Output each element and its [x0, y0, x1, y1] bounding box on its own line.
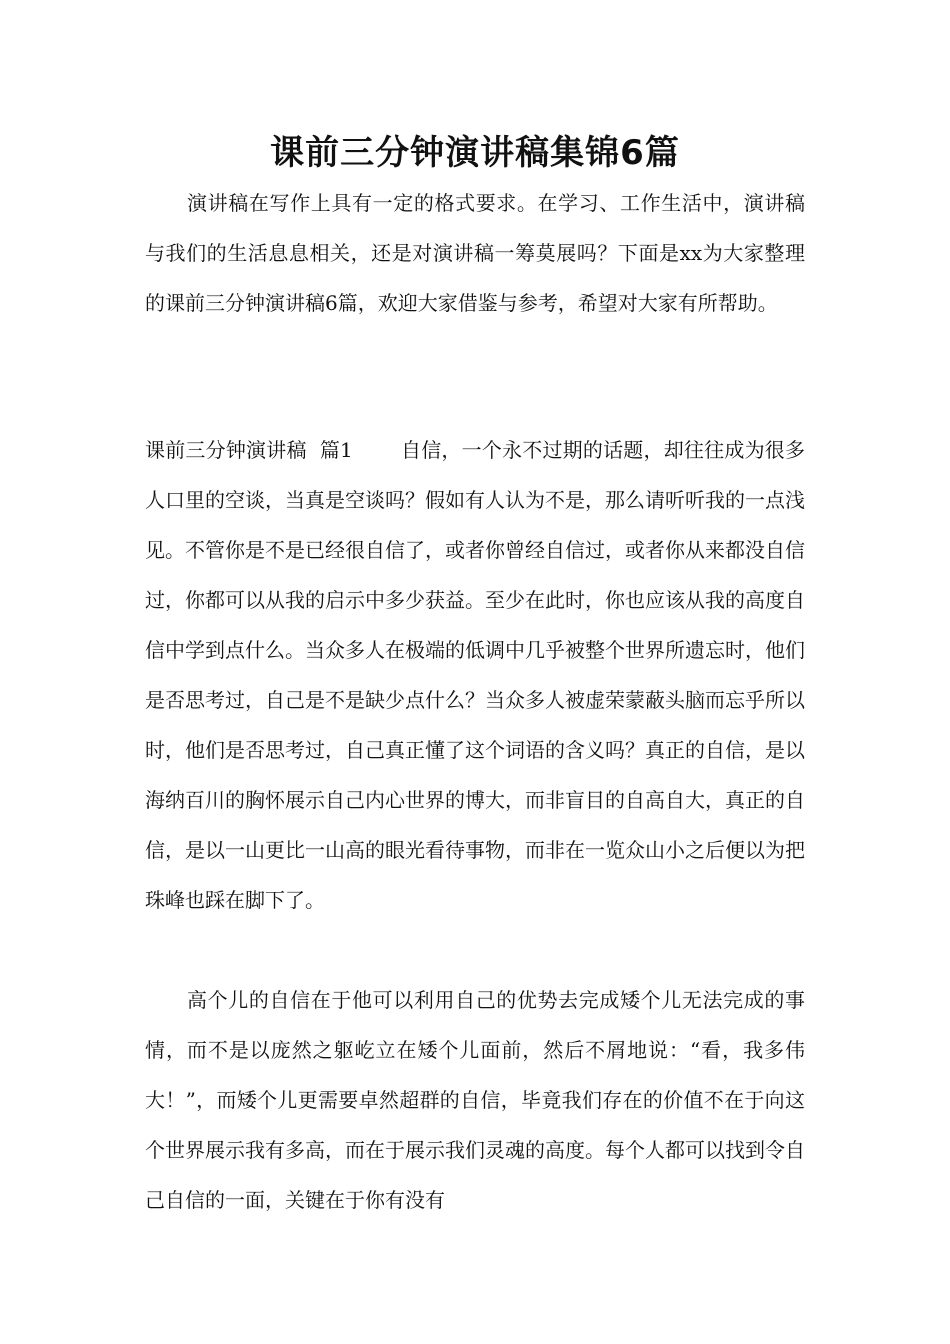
section-1-paragraph [145, 425, 805, 925]
body-paragraph-3: 高个儿的自信在于他可以利用自己的优势去完成矮个儿无法完成的事情，而不是以庞然之躯屹立在矮个儿面前，然后不屑地说：“看，我多伟大！”，而矮个儿更需要卓然超群的自信，毕竟我们存在的价值不在于向这个世界展示我有多高，而在于展示我们灵魂的高度。每个人都可以找到令自己自信的一面，关键在于你有没有 [145, 988, 805, 1212]
section-1-heading: 课前三分钟演讲稿 篇1 [145, 438, 353, 462]
intro-paragraph: 演讲稿在写作上具有一定的格式要求。在学习、工作生活中，演讲稿与我们的生活息息相关，还是对演讲稿一筹莫展吗？下面是xx为大家整理的课前三分钟演讲稿6篇，欢迎大家借鉴与参考，希望对大家有所帮助。 [145, 191, 805, 315]
page-title: 课前三分钟演讲稿集锦6篇 [270, 133, 680, 173]
section-1-text: 自信，一个永不过期的话题，却往往成为很多人口里的空谈，当真是空谈吗？假如有人认为不是，那么请听听我的一点浅见。不管你是不是已经很自信了，或者你曾经自信过，或者你从来都没自信过，你都可以从我的启示中多少获益。至少在此时，你也应该从我的高度自信中学到点什么。当众多人在极端的低调中几乎被整个世界所遗忘时，他们是否思考过，自己是不是缺少点什么？当众多人被虚荣蒙蔽头脑而忘乎所以时，他们是否思考过，自己真正懂了这个词语的含义吗？真正的自信，是以海纳百川的胸怀展示自己内心世界的博大，而非盲目的自高自大，真正的自信，是以一山更比一山高的眼光看待事物，而非在一览众山小之后便以为把珠峰也踩在脚下了。 [145, 438, 805, 912]
